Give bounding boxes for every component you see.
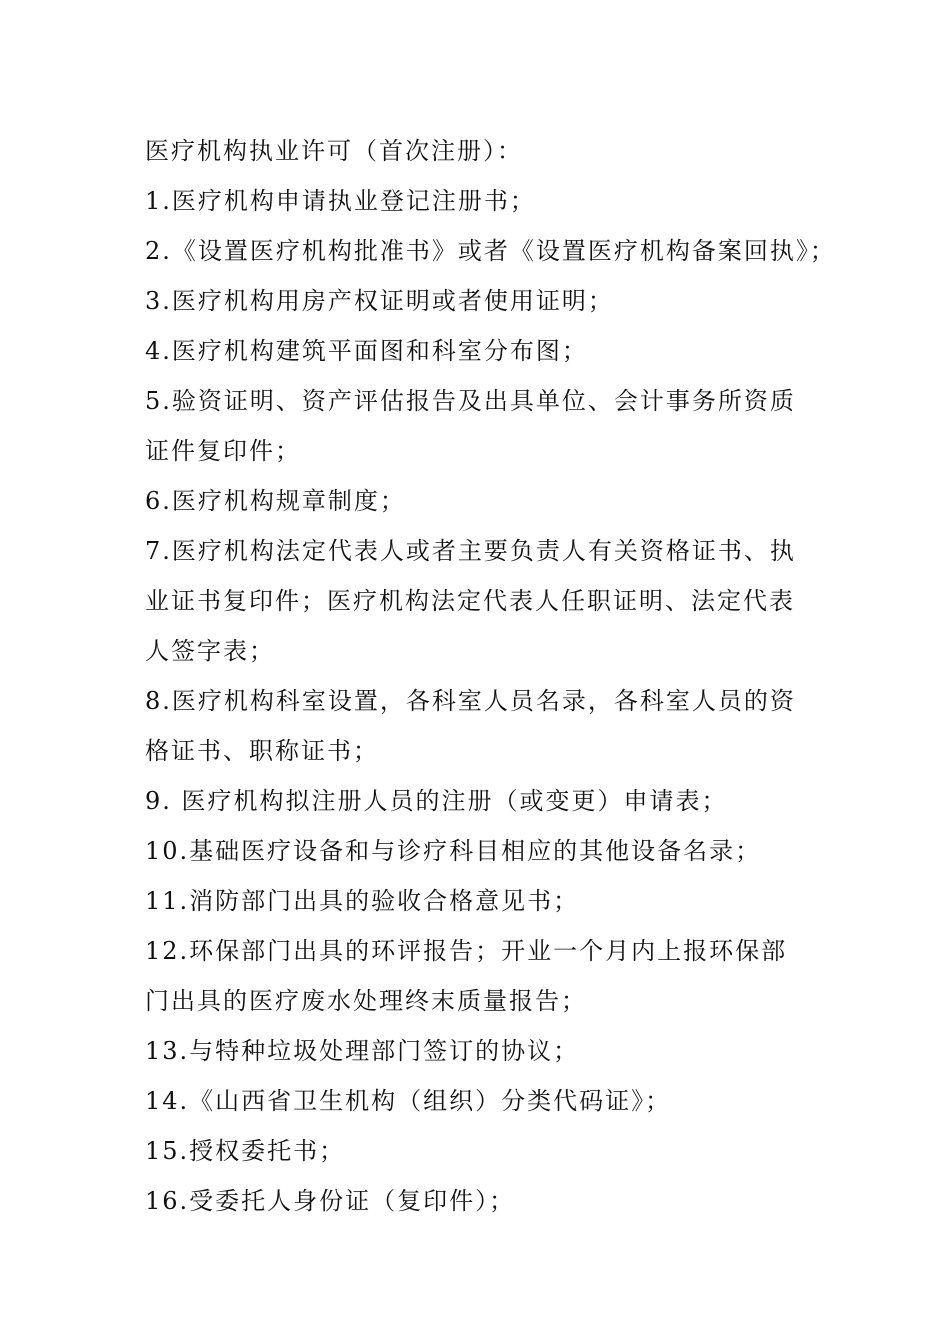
list-item: 11.消防部门出具的验收合格意见书；	[145, 887, 580, 915]
list-item: 1.医疗机构申请执业登记注册书；	[145, 187, 536, 215]
list-item: 15.授权委托书；	[145, 1137, 346, 1165]
list-item: 7.医疗机构法定代表人或者主要负责人有关资格证书、执业证书复印件；医疗机构法定代表人任职证明、法定代表人签字表；	[145, 537, 796, 665]
document-heading: 医疗机构执业许可（首次注册）：	[145, 137, 523, 165]
list-item: 4.医疗机构建筑平面图和科室分布图；	[145, 337, 588, 365]
list-item: 12.环保部门出具的环评报告；开业一个月内上报环保部门出具的医疗废水处理终末质量报告；	[145, 937, 788, 1015]
list-item: 8.医疗机构科室设置，各科室人员名录，各科室人员的资格证书、职称证书；	[145, 687, 796, 765]
document-body	[145, 126, 836, 1226]
list-item: 9. 医疗机构拟注册人员的注册（或变更）申请表；	[145, 787, 728, 815]
list-item: 2.《设置医疗机构批准书》或者《设置医疗机构备案回执》；	[145, 237, 836, 265]
list-item: 5.验资证明、资产评估报告及出具单位、会计事务所资质证件复印件；	[145, 387, 796, 465]
list-item: 6.医疗机构规章制度；	[145, 487, 406, 515]
list-item: 16.受委托人身份证（复印件）；	[145, 1187, 516, 1215]
list-item: 14.《山西省卫生机构（组织）分类代码证》；	[145, 1087, 672, 1115]
list-item: 10.基础医疗设备和与诊疗科目相应的其他设备名录；	[145, 837, 762, 865]
list-item: 3.医疗机构用房产权证明或者使用证明；	[145, 287, 614, 315]
list-item: 13.与特种垃圾处理部门签订的协议；	[145, 1037, 580, 1065]
